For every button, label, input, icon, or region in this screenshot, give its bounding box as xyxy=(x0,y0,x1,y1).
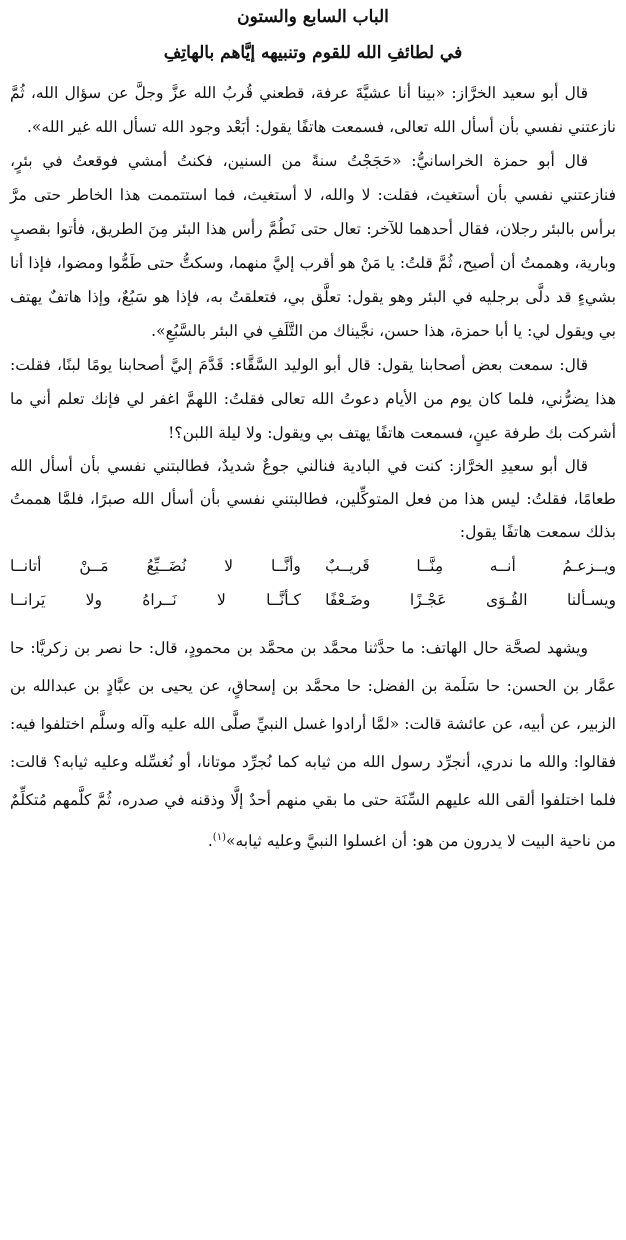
poem-hemistich-left: وأنَّــا لا نُضَــيِّعُ مَــنْ أتانــا xyxy=(10,557,301,575)
paragraph-hatif-hadith xyxy=(10,629,616,860)
footnote-marker: (١) xyxy=(212,832,226,843)
hadith-text: ويشهد لصحَّة حال الهاتف: ما حدَّثنا محمَّد بن محمَّد بن محمودٍ، قال: حا نصر بن زكريَّا: حا عمَّار بن الحسن: حا سَلَمة بن الفضل: حا محمَّد بن إسحاقٍ، عن يحيى بن عبَّادٍ بن عبدالله بن الزبير، عن أبيه، عن عائشة قالت: «لمَّا أرادوا غسل النبيِّ صلَّى الله عليه وآله وسلَّم اختلفوا فيه: فقالوا: والله ما ندري، أنجرِّد رسول الله من ثيابه كما نُجرِّد موتانا، أو نُغسِّله وعليه ثيابه؟ قالت: فلما اختلفوا ألقى الله عليهم السِّنَة حتى ما بقي منهم أحدٌ إلَّا وذقنه في صدره، ثُمَّ كلَّمهم مُتكلِّمٌ من ناحية البيت لا يدرون من هو: أن اغسلوا النبيَّ وعليه ثيابه» xyxy=(10,639,616,851)
chapter-subtitle: في لطائفِ الله للقوم وتنبيهه إيَّاهم بالهاتِفِ xyxy=(163,43,463,63)
poem-verse xyxy=(10,583,616,617)
paragraph-abu-hamza-well: قال أبو حمزة الخراسانيُّ: «حَجَجْتُ سنةً من السنين، فكنتُ أمشي فوقعتُ في بئرٍ، فنازعتني نفسي بأن أستغيث، فقلت: لا والله، لا أستغيث، فما استتممت هذا الخاطر حتى مرَّ برأس بالبئر رجلان، فقال أحدهما للآخر: تعال حتى نَطُمَّ رأس هذا البئر مِنَ الطريق، فأتوا بقصبٍ وبارية، وهممتُ أن أصيح، ثُمَّ قلتُ: يا مَنْ هو أقرب إليَّ منهما، وسكتُّ حتى طَمُّوا ومضوا، فإذا أنا بشيءٍ قد دلَّى برجليه في البئر وهو يقول: تعلَّق بي، فتعلقتُ به، فإذا هو سَبُعٌ، وإذا هاتفٌ يهتف بي ويقول لي: يا أبا حمزة، هذا حسن، نجَّيناك من التَّلَفِ في البئر بالسَّبُعِ». xyxy=(10,152,616,340)
hadith-end: . xyxy=(207,832,213,851)
poem-verse xyxy=(10,549,616,583)
book-page xyxy=(10,4,616,860)
paragraph-abu-said-arafa: قال أبو سعيد الخرَّاز: «بينا أنا عشيَّةَ عرفة، قطعني قُربُ الله عزَّ وجلَّ عن سؤال الله، ثُمَّ نازعتني نفسي بأن أسأل الله تعالى، فسمعت هاتفًا يقول: أبَعْد وجود الله تسأل الله غير الله». xyxy=(10,84,616,136)
paragraph-abu-walid-milk: قال: سمعت بعض أصحابنا يقول: قال أبو الوليد السَّقَّاء: قَدَّمَ إليَّ أصحابنا يومًا لبنًا، فقلت: هذا يضرُّني، فلما كان يوم من الأيام دعوتُ الله تعالى فقلتُ: اللهمَّ اغفر لي فإنك تعلم أني ما أشركت بك طرفة عينٍ، فسمعت هاتفًا يهتف بي ويقول: ولا ليلة اللبن؟! xyxy=(10,356,616,442)
chapter-title: الباب السابع والستون xyxy=(237,7,389,27)
poem xyxy=(10,549,616,617)
poem-hemistich-right: ويسـألنا القُـوَى عَجْـزًا وضَـعْفًا xyxy=(325,591,616,609)
poem-hemistich-right: ويــزعـمُ أنــه مِنَّــا قَريــبٌ xyxy=(325,557,616,575)
paragraph-abu-said-desert: قال أبو سعيدِ الخرَّاز: كنت في البادية فنالني جوعٌ شديدٌ، فطالبتني نفسي بأن أسأل الله طعامًا، فقلتُ: ليس هذا من فعل المتوكِّلين، فطالبتني نفسي بأن أسأل الله صبرًا، فلمَّا هممتُ بذلك سمعت هاتفًا يقول: xyxy=(10,457,616,541)
poem-hemistich-left: كـأنَّــا لا نَــراهُ ولا يَرانــا xyxy=(10,591,301,609)
